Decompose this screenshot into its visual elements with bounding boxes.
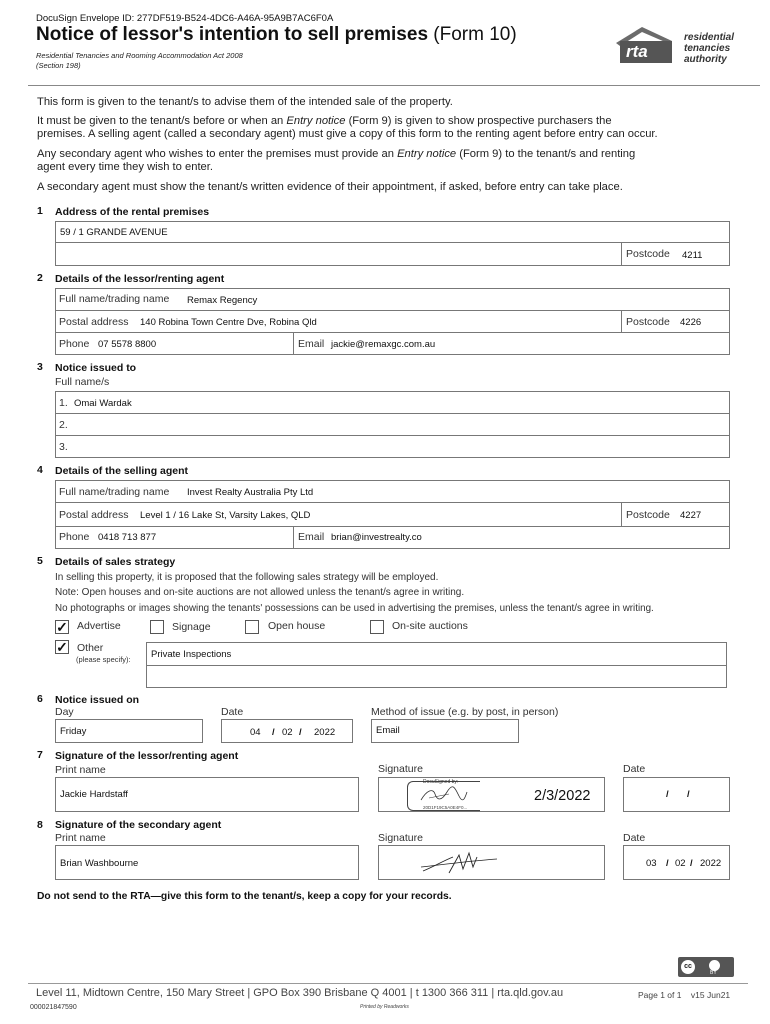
s4-title: Details of the selling agent <box>55 465 189 477</box>
rta-word-2: tenancies <box>684 43 731 54</box>
footer-printed-by: Printed by Readworks <box>360 1004 409 1010</box>
s4-number: 4 <box>37 464 43 476</box>
s7-date-field[interactable] <box>623 777 730 812</box>
s3-tenant-1-number: 1. <box>59 397 68 409</box>
s3-tenant-1-field[interactable] <box>55 391 730 414</box>
rta-word-3: authority <box>684 54 727 65</box>
act-reference <box>36 51 243 71</box>
s2-address-value: 140 Robina Town Centre Dve, Robina Qld <box>140 317 317 328</box>
s8-date-label: Date <box>623 832 646 844</box>
s8-number: 8 <box>37 819 43 831</box>
s6-method-value: Email <box>376 725 400 736</box>
s7-signature-label: Signature <box>378 763 423 775</box>
open-house-checkbox[interactable] <box>245 620 259 634</box>
s7-print-name-value: Jackie Hardstaff <box>60 789 128 800</box>
s4-phone-label: Phone <box>59 531 90 543</box>
s4-address-value: Level 1 / 16 Lake St, Varsity Lakes, QLD <box>140 510 311 521</box>
s2-email-field[interactable] <box>293 333 729 354</box>
s1-title: Address of the rental premises <box>55 206 210 218</box>
s8-signature-field[interactable] <box>378 845 605 880</box>
s2-number: 2 <box>37 272 43 284</box>
s6-number: 6 <box>37 693 43 705</box>
other-specify-field[interactable] <box>146 642 727 688</box>
s6-method-field[interactable] <box>371 719 519 743</box>
intro-p2b: (Form 9) is given to show prospective purchasers the <box>345 115 612 127</box>
please-specify-label: (please specify): <box>76 655 131 664</box>
s2-phone-field[interactable] <box>56 333 293 354</box>
s6-date-sep-2: / <box>299 727 302 738</box>
s6-date-mm: 02 <box>282 727 293 738</box>
s2-name-label: Full name/trading name <box>59 293 170 305</box>
s5-title: Details of sales strategy <box>55 556 176 568</box>
s4-name-field[interactable] <box>55 480 730 503</box>
footer-code: 000021847590 <box>30 1004 77 1011</box>
s3-number: 3 <box>37 361 43 373</box>
s3-tenant-2-number: 2. <box>59 419 68 431</box>
s8-date-sep-2: / <box>690 858 693 869</box>
s2-postcode-label: Postcode <box>626 316 670 328</box>
s3-tenant-1-value: Omai Wardak <box>74 398 132 409</box>
s2-name-field[interactable] <box>55 288 730 311</box>
s3-tenant-3-field[interactable] <box>55 435 730 458</box>
s1-postcode-label: Postcode <box>626 248 670 260</box>
rta-wordmark <box>684 32 734 65</box>
other-specify-value: Private Inspections <box>151 649 232 660</box>
onsite-auctions-checkbox[interactable] <box>370 620 384 634</box>
s7-title: Signature of the lessor/renting agent <box>55 750 239 762</box>
title-form-number: (Form 10) <box>433 24 517 45</box>
s2-name-value: Remax Regency <box>187 295 258 306</box>
s1-address-field[interactable] <box>55 221 730 243</box>
intro-p2a: It must be given to the tenant/s before or when an <box>37 115 287 127</box>
advertise-label: Advertise <box>77 620 121 632</box>
intro-p3a: Any secondary agent who wishes to enter the premises must provide an <box>37 148 398 160</box>
advertise-checkbox[interactable]: ✓ <box>56 619 68 635</box>
s4-address-label: Postal address <box>59 509 129 521</box>
s4-address-row[interactable] <box>55 502 730 527</box>
docusigned-by: DocuSigned by: <box>423 779 459 785</box>
title-main: Notice of lessor's intention to sell premises <box>36 24 429 45</box>
s5-line-1: In selling this property, it is proposed that the following sales strategy will be employed. <box>55 572 439 583</box>
intro-p4: A secondary agent must show the tenant/s written evidence of their appointment, if asked, before entry can take place. <box>37 181 623 193</box>
s7-signed-date: 2/3/2022 <box>534 788 591 804</box>
s3-tenant-2-field[interactable] <box>55 413 730 436</box>
intro-p3 <box>37 148 635 174</box>
s4-email-label: Email <box>298 531 325 543</box>
s6-date-field[interactable] <box>221 719 353 743</box>
s4-email-value: brian@investrealty.co <box>331 532 422 543</box>
act-name: Residential Tenancies and Rooming Accommodation Act 2008 <box>36 51 243 60</box>
s6-date-label: Date <box>221 706 244 718</box>
form-title <box>36 24 517 46</box>
footer-page: Page 1 of 1 v15 Jun21 <box>638 990 731 1000</box>
intro-entry-notice-2: Entry notice <box>397 148 457 160</box>
s2-email-label: Email <box>298 338 325 350</box>
s8-date-mm: 02 <box>675 858 686 869</box>
s5-number: 5 <box>37 555 43 567</box>
s2-address-row[interactable] <box>55 310 730 333</box>
s2-contact-row <box>55 332 730 355</box>
footer-divider <box>28 983 748 984</box>
s7-date-sep-2: / <box>687 789 690 800</box>
other-label: Other <box>77 642 104 654</box>
s1-address-value: 59 / 1 GRANDE AVENUE <box>60 227 168 238</box>
onsite-auctions-label: On-site auctions <box>392 620 468 632</box>
s4-contact-row <box>55 526 730 549</box>
envelope-id: DocuSign Envelope ID: 277DF519-B524-4DC6-A46A-95A9B7AC6F0A <box>36 13 334 24</box>
s7-print-name-label: Print name <box>55 764 106 776</box>
s6-day-field[interactable] <box>55 719 203 743</box>
signage-checkbox[interactable] <box>150 620 164 634</box>
footer-warning: Do not send to the RTA—give this form to the tenant/s, keep a copy for your records. <box>37 891 452 902</box>
s4-postcode-value: 4227 <box>680 510 702 521</box>
s3-tenant-3-number: 3. <box>59 441 68 453</box>
s2-phone-value: 07 5578 8800 <box>98 339 157 350</box>
intro-entry-notice: Entry notice <box>286 115 346 127</box>
creative-commons-badge <box>678 957 734 977</box>
s4-postcode-label: Postcode <box>626 509 670 521</box>
rta-word-1: residential <box>684 32 735 43</box>
s4-name-value: Invest Realty Australia Pty Ltd <box>187 487 314 498</box>
s4-phone-value: 0418 713 877 <box>98 532 157 543</box>
s4-postcode-field[interactable] <box>621 503 729 526</box>
s7-date-sep-1: / <box>666 789 669 800</box>
s7-signature-field[interactable] <box>378 777 605 812</box>
s8-signature-label: Signature <box>378 832 423 844</box>
s6-date-sep-1: / <box>272 727 275 738</box>
signage-label: Signage <box>172 621 211 633</box>
s5-line-3: No photographs or images showing the tenants' possessions can be used in advertising the premises, unless the tenant/s agree in writing. <box>55 603 654 614</box>
s4-email-field[interactable] <box>293 527 729 548</box>
act-section: (Section 198) <box>36 61 81 70</box>
s2-email-value: jackie@remaxgc.com.au <box>331 339 436 350</box>
footer-address: Level 11, Midtown Centre, 150 Mary Street | GPO Box 390 Brisbane Q 4001 | t 1300 366 311 | rta.qld.gov.au <box>36 987 564 999</box>
s8-date-field[interactable] <box>623 845 730 880</box>
s6-title: Notice issued on <box>55 694 140 706</box>
s1-postcode-row <box>55 242 730 266</box>
s8-date-yyyy: 2022 <box>700 858 722 869</box>
intro-p2 <box>37 115 658 141</box>
s4-name-label: Full name/trading name <box>59 486 170 498</box>
s7-date-label: Date <box>623 763 646 775</box>
s2-postcode-value: 4226 <box>680 317 702 328</box>
s2-phone-label: Phone <box>59 338 90 350</box>
s8-date-sep-1: / <box>666 858 669 869</box>
s8-print-name-field[interactable] <box>55 845 359 880</box>
intro-p2c: premises. A selling agent (called a secondary agent) must give a copy of this form to the renting agent before entry can occur. <box>37 128 658 140</box>
jackie-signature-icon <box>419 786 469 804</box>
s6-date-yyyy: 2022 <box>314 727 336 738</box>
other-checkbox[interactable]: ✓ <box>56 639 68 655</box>
s1-number: 1 <box>37 205 43 217</box>
s1-postcode-field[interactable] <box>621 243 729 265</box>
s8-title: Signature of the secondary agent <box>55 819 222 831</box>
intro-p3c: agent every time they wish to enter. <box>37 161 213 173</box>
s8-date-dd: 03 <box>646 858 657 869</box>
s7-number: 7 <box>37 749 43 761</box>
header-divider <box>28 85 760 86</box>
s5-line-2: Note: Open houses and on-site auctions are not allowed unless the tenant/s agree in writing. <box>55 587 465 598</box>
rta-logo <box>612 23 738 71</box>
s6-day-label: Day <box>55 706 74 718</box>
s6-day-value: Friday <box>60 726 87 737</box>
rta-mark-text: rta <box>626 42 648 61</box>
s7-print-name-field[interactable] <box>55 777 359 812</box>
s1-postcode-value: 4211 <box>682 250 703 261</box>
s3-title: Notice issued to <box>55 362 137 374</box>
cc-icon: cc <box>681 960 695 974</box>
intro-p1: This form is given to the tenant/s to advise them of the intended sale of the property. <box>37 96 453 108</box>
s8-print-name-label: Print name <box>55 832 106 844</box>
s2-address-label: Postal address <box>59 316 129 328</box>
s2-postcode-field[interactable] <box>621 311 729 332</box>
s3-subtitle: Full name/s <box>55 376 110 388</box>
intro-p3b: (Form 9) to the tenant/s and renting <box>456 148 636 160</box>
s8-print-name-value: Brian Washbourne <box>60 858 139 869</box>
docusign-id: 20D1F19C5A0E4F0... <box>423 805 468 810</box>
open-house-label: Open house <box>268 620 326 632</box>
s6-method-label: Method of issue (e.g. by post, in person) <box>371 706 559 718</box>
by-label: BY <box>710 970 717 976</box>
s6-date-dd: 04 <box>250 727 261 738</box>
s4-phone-field[interactable] <box>56 527 293 548</box>
other-field-divider <box>147 665 726 666</box>
brian-signature-icon <box>419 849 499 877</box>
s2-title: Details of the lessor/renting agent <box>55 273 225 285</box>
